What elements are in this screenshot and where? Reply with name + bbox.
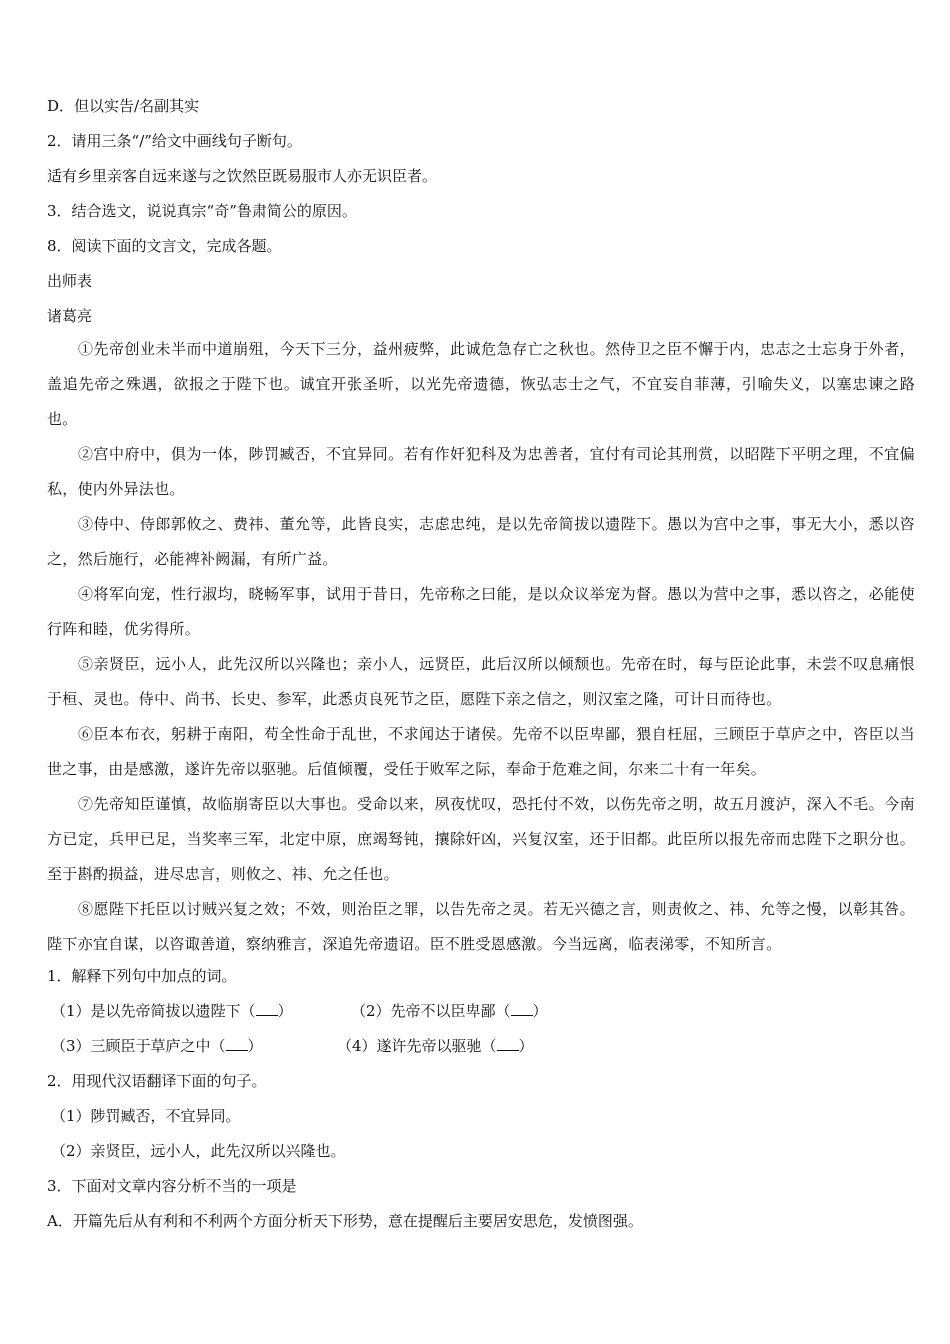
subquestion-1-heading: 1．解释下列句中加点的词。 xyxy=(47,967,237,985)
document-page xyxy=(47,96,915,1246)
question-2-prompt: 2．请用三条“/”给文中画线句子断句。 xyxy=(47,132,302,150)
passage-paragraph-3: ③侍中、侍郎郭攸之、费祎、董允等，此皆良实，志虑忠纯，是以先帝简拔以遗陛下。愚以为宫中之事，事无大小，悉以咨之，然后施行，必能裨补阙漏，有所广益。 xyxy=(47,515,915,568)
passage-paragraph-2: ②宫中府中，俱为一体，陟罚臧否，不宜异同。若有作奸犯科及为忠善者，宜付有司论其刑赏，以昭陛下平明之理，不宜偏私，使内外异法也。 xyxy=(47,445,915,498)
subquestion-3-heading: 3．下面对文章内容分析不当的一项是 xyxy=(47,1177,297,1195)
subquestion-1-item-1: （1）是以先帝简拔以遗陛下（ ） xyxy=(51,1002,293,1020)
subquestion-2-item-1: （1）陟罚臧否，不宜异同。 xyxy=(51,1107,241,1125)
passage-author: 诸葛亮 xyxy=(47,307,93,325)
subquestion-1-item-3: （3）三顾臣于草庐之中（ ） xyxy=(51,1037,263,1055)
answer-blank[interactable] xyxy=(497,1036,519,1051)
subquestion-2-item-2: （2）亲贤臣，远小人，此先汉所以兴隆也。 xyxy=(51,1142,346,1160)
passage-paragraph-8: ⑧愿陛下托臣以讨贼兴复之效；不效，则治臣之罪，以告先帝之灵。若无兴德之言，则责攸之、祎、允等之慢，以彰其咎。陛下亦宜自谋，以咨诹善道，察纳雅言，深追先帝遗诏。臣不胜受恩感激。今当远离，临表涕零，不知所言。 xyxy=(47,900,915,953)
passage-title: 出师表 xyxy=(47,272,93,290)
question-2-sentence: 适有乡里亲客自远来遂与之饮然臣既易服市人亦无识臣者。 xyxy=(47,167,438,185)
passage-paragraph-1: ①先帝创业未半而中道崩殂，今天下三分，益州疲弊，此诚危急存亡之秋也。然侍卫之臣不懈于内，忠志之士忘身于外者，盖追先帝之殊遇，欲报之于陛下也。诚宜开张圣听，以光先帝遗德，恢弘志士之气，不宜妄自菲薄，引喻失义，以塞忠谏之路也。 xyxy=(47,340,915,428)
answer-blank[interactable] xyxy=(226,1036,248,1051)
subquestion-1-item-2: （2）先帝不以臣卑鄙（ ） xyxy=(351,1002,548,1020)
question-3-prompt: 3．结合选文，说说真宗“奇”鲁肃简公的原因。 xyxy=(47,202,357,220)
passage-paragraph-6: ⑥臣本布衣，躬耕于南阳，苟全性命于乱世，不求闻达于诸侯。先帝不以臣卑鄙，猥自枉屈，三顾臣于草庐之中，咨臣以当世之事，由是感激，遂许先帝以驱驰。后值倾覆，受任于败军之际，奉命于危难之间，尔来二十有一年矣。 xyxy=(47,725,915,778)
passage-paragraph-4: ④将军向宠，性行淑均，晓畅军事，试用于昔日，先帝称之曰能，是以众议举宠为督。愚以为营中之事，悉以咨之，必能使行阵和睦，优劣得所。 xyxy=(47,585,915,638)
answer-blank[interactable] xyxy=(256,1001,278,1016)
subquestion-3-option-a: A．开篇先后从有利和不利两个方面分析天下形势，意在提醒后主要居安思危，发愤图强。 xyxy=(47,1212,643,1230)
subquestion-1-row-b xyxy=(47,1036,915,1056)
subquestion-1-item-4: （4）遂许先帝以驱驰（ ） xyxy=(337,1037,534,1055)
option-d: D．但以实告/名副其实 xyxy=(47,97,200,115)
question-8-heading: 8．阅读下面的文言文，完成各题。 xyxy=(47,237,282,255)
answer-blank[interactable] xyxy=(511,1001,533,1016)
subquestion-1-row-a xyxy=(47,1001,915,1021)
passage-paragraph-5: ⑤亲贤臣，远小人，此先汉所以兴隆也；亲小人，远贤臣，此后汉所以倾颓也。先帝在时，每与臣论此事，未尝不叹息痛恨于桓、灵也。侍中、尚书、长史、参军，此悉贞良死节之臣，愿陛下亲之信之，则汉室之隆，可计日而待也。 xyxy=(47,655,915,708)
passage-body xyxy=(47,332,915,962)
subquestion-2-heading: 2．用现代汉语翻译下面的句子。 xyxy=(47,1072,267,1090)
passage-paragraph-7: ⑦先帝知臣谨慎，故临崩寄臣以大事也。受命以来，夙夜忧叹，恐托付不效，以伤先帝之明，故五月渡泸，深入不毛。今南方已定，兵甲已足，当奖率三军，北定中原，庶竭驽钝，攘除奸凶，兴复汉室，还于旧都。此臣所以报先帝而忠陛下之职分也。至于斟酌损益，进尽忠言，则攸之、祎、允之任也。 xyxy=(47,795,915,883)
